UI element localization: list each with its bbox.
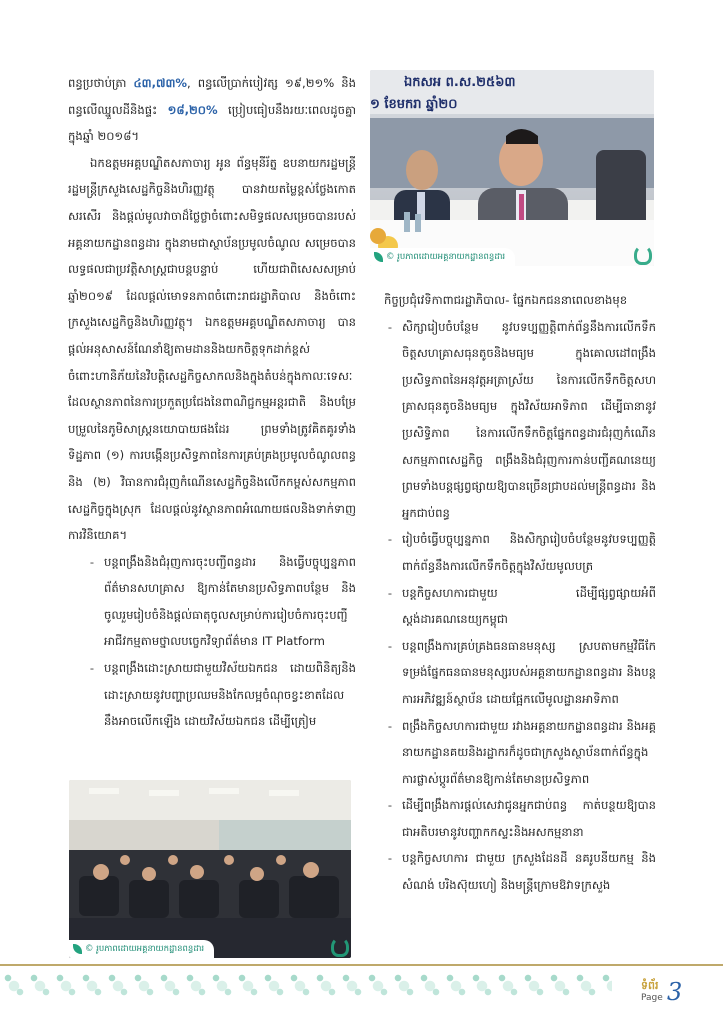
list-item-text: បន្តពង្រឹងដោះស្រាយជាមួយវិស័យឯកជន ដោយពិនិត្យនិងដោះស្រាយនូវបញ្ហាប្រឈមនិងកែលម្អចំណុចខ្វះខាតដែលនឹងអាចលើកឡើង ដោយវិស័យឯកជន ដើម្បីត្រៀម: [104, 661, 356, 729]
list-item: [384, 845, 656, 898]
photo-caption: [69, 940, 214, 958]
list-item: [384, 526, 656, 579]
dash-bullet-icon: -: [89, 661, 95, 676]
list-item: [86, 549, 356, 655]
page-label: Page: [641, 993, 663, 1003]
list-item-text: សិក្សារៀបចំបន្ថែម នូវបទប្បញ្ញត្តិពាក់ព័ន្ធនឹងការលើកទឹកចិត្តសហគ្រាសធុនតូចនិងមធ្យម ក្នុងគោលដៅពង្រឹងប្រសិទ្ធភាពនៃអនុវត្តអត្រាស្រ័យ នៃការលើកទឹកចិត្តសហគ្រាសធុនតូចនិងមធ្យម ក្នុងវិស័យអាទិភាព ដើម្បីធានានូវប្រសិទ្ធិភាព នៃការលើកទឹកចិត្តផ្នែកពន្ធដារជំរុញកំណើនសកម្មភាពសេដ្ឋកិច្ច ពង្រឹងនិងជំរុញការកាន់បញ្ជីគណនេយ្យ ព្រមទាំងបន្តផ្សព្វផ្សាយឱ្យបានច្រើនជ្រាបដល់មន្ត្រីពន្ធដារ និងអ្នកជាប់ពន្ធ: [402, 319, 656, 520]
intro-highlight-1: ៤៣,៧៣%: [133, 76, 188, 90]
list-item: [384, 580, 656, 633]
dash-bullet-icon: -: [387, 532, 393, 547]
dash-bullet-icon: -: [89, 554, 95, 569]
photo-caption: [370, 248, 515, 266]
right-bullet-list: [384, 314, 656, 899]
list-item-text: បន្តកិច្ចសហការជាមួយ ដើម្បីផ្សព្វផ្សាយអំពីស្តង់ដារគណនេយ្យកម្ពុជា: [402, 585, 656, 627]
list-item: [86, 655, 356, 735]
intro-text-2: , ពន្ធលើប្រាក់បៀវត្ស ១៩,២១% និងពន្ធលើឈ្នួលដីនិងផ្ទះ: [68, 76, 357, 117]
list-item-text: បន្តពង្រឹងការគ្រប់គ្រងធនធានមនុស្ស ស្របតាមកម្មវិធីកែទម្រង់ផ្នែកធនធានមនុស្សរបស់អគ្គនាយកដ្ឋានពន្ធដារ និងបន្តការអភិវឌ្ឍន៍ស្ថាប័ន ដោយផ្អែកលើមូលដ្ឋានអាទិភាព: [402, 638, 656, 706]
page-number: 3: [667, 978, 683, 1006]
dash-bullet-icon: -: [387, 798, 393, 813]
meeting-photo-top: [370, 70, 654, 266]
list-item: [384, 633, 656, 713]
banner-text-line-1: ឯកសអ ព.ស.២៥៦៣: [404, 75, 516, 90]
dash-bullet-icon: -: [387, 585, 393, 600]
photo-caption-text: © រូបភាពដោយអគ្គនាយកដ្ឋានពន្ធដារ: [85, 944, 205, 954]
intro-paragraph: [68, 70, 356, 150]
left-bullet-list: [68, 549, 356, 735]
conference-hall-photo: [69, 780, 351, 958]
list-item-text: ដើម្បីពង្រឹងការផ្តល់សេវាជូនអ្នកជាប់ពន្ធ កាត់បន្ថយឱ្យបានជាអតិបរមានូវបញ្ហាកកស្ទះនិងអសកម្មនានា: [402, 798, 656, 839]
dash-bullet-icon: -: [387, 718, 393, 733]
list-item: [384, 713, 656, 793]
leaf-icon: [73, 944, 82, 954]
dash-bullet-icon: -: [387, 638, 393, 653]
intro-text-3: ប្រៀបធៀបនឹងរយៈពេលដូចគ្នាក្នុងឆ្នាំ ២០១៨។: [68, 102, 356, 144]
dash-bullet-icon: -: [387, 319, 393, 334]
meeting-photo-top-image: [370, 70, 654, 266]
right-column: [384, 287, 656, 899]
banner-text-line-2: ១ ខែមករា ឆ្នាំ២០: [370, 97, 458, 112]
leaf-icon: [374, 252, 383, 262]
footer-divider: [0, 964, 723, 966]
left-column: [68, 70, 356, 735]
list-item-text: បន្តពង្រឹងនិងជំរុញការចុះបញ្ជីពន្ធដារ និងធ្វើបច្ចុប្បន្នភាពព័ត៌មានសហគ្រាស ឱ្យកាន់តែមានប្រសិទ្ធភាពបន្ថែម និង ចូលរួមរៀបចំនិងផ្តល់ធាតុចូលសម្រាប់ការរៀបចំការចុះបញ្ជីអាជីវកម្មតាមថ្នាលបច្ចេកវិទ្យាព័ត៌មាន IT Platform: [104, 554, 356, 649]
tax-department-logo-icon: [331, 937, 349, 957]
tax-department-logo-icon: [634, 245, 652, 265]
footer-ornament-band: [0, 968, 612, 1004]
list-item-text: រៀបចំធ្វើបច្ចុប្បន្នភាព និងសិក្សារៀបចំបន្ថែមនូវបទប្បញ្ញត្តិពាក់ព័ន្ធនឹងការលើកទឹកចិត្តក្នុងវិស័យមូលបត្រ: [402, 532, 656, 573]
list-item-text: បន្តកិច្ចសហការ ជាមួយ ក្រសួងដែនដី នគរូបនីយកម្ម និងសំណង់ បរិងស៊ុយ​ហៀ និងមន្ត្រីក្រោមឱវាទក្រសួង: [402, 851, 656, 893]
intro-highlight-2: ១៨,២០%: [167, 102, 218, 117]
list-item: [384, 792, 656, 845]
conference-hall-image: [69, 780, 351, 958]
photo-caption-text: © រូបភាពដោយអគ្គនាយកដ្ឋានពន្ធដារ: [386, 252, 506, 262]
right-lead-text: កិច្ចប្រជុំវេទិកាពាជរដ្ឋាភិបាល- ផ្នែកឯកជននាពេលខាងមុខ: [384, 293, 628, 307]
dash-bullet-icon: -: [387, 851, 393, 866]
list-item-text: ពង្រឹងកិច្ចសហការជាមួយ រវាងអគ្គនាយកដ្ឋានពន្ធដារ និងអគ្គនាយកដ្ឋានគយនិងរដ្ឋាករក៏ដូចជាក្រសួងស្ថាប័នពាក់ព័ន្ធក្នុងការផ្លាស់ប្តូរព័ត៌មានឱ្យកាន់តែមានប្រសិទ្ធភាព: [402, 718, 656, 786]
list-item: [384, 314, 656, 527]
main-paragraph: ឯកឧត្តមអគ្គបណ្ឌិតសភាចារ្យ អូន ព័ន្ធមុនីរ័ត្ន ឧបនាយករដ្ឋមន្ត្រី រដ្ឋមន្ត្រីក្រសួងសេដ្ឋកិច្ចនិងហិរញ្ញវត្ថុ បានវាយតម្លៃខ្ពស់ថ្លែងកោតសរសើរ និងផ្តល់មូលវាចាដ៏ថ្លៃថ្លាចំពោះសមិទ្ធផលសម្រេចបានរបស់អគ្គនាយកដ្ឋានពន្ធដារ ក្នុងនាមជាស្ថាប័នប្រមូលចំណូល សម្រេចបានលទ្ធផលជាប្រវត្តិសាស្ត្រជាបន្តបន្ទាប់ ហើយជាពិសេសសម្រាប់ឆ្នាំ២០១៩ ដែលផ្តល់មោទនភាពចំពោះរាជរដ្ឋាភិបាល និងចំពោះក្រសួងសេដ្ឋកិច្ចនិងហិរញ្ញវត្ថុ។ ឯកឧត្តមអគ្គបណ្ឌិតសភាចារ្យ បានផ្តល់អនុសាសន៍ណែនាំឱ្យតាមដាននិងយកចិត្តទុកដាក់ខ្ពស់ ចំពោះហានិភ័យនៃវិបត្តិសេដ្ឋកិច្ចសាកលនិងក្នុងតំបន់ក្នុងកាលៈទេសៈដែលស្ថានភាពនៃការប្រកួតប្រជែងនៃពាណិជ្ជកម្មអន្តរជាតិ និងបម្រែបម្រួលនៃភូមិសាស្ត្រនយោបាយផងដែរ ព្រមទាំងត្រូវគិតគូរទាំងទិដ្ឋភាព (១) ការបង្កើនប្រសិទ្ធភាពនៃការគ្រប់គ្រងប្រមូលចំណូលពន្ធ និង (២) វិធានការជំរុញកំណើនសេដ្ឋកិច្ចនិងលើកកម្ពស់សកម្មភាពសេដ្ឋកិច្ចក្នុងស្រុក ដែលផ្តល់នូវស្ថានភាពអំណោយផលនិងទាក់ទាញការវិនិយោគ។: [68, 155, 356, 543]
intro-text-1: ពន្ធប្រថាប់ត្រា: [68, 76, 134, 90]
page-label-khmer: ទំព័រ: [641, 979, 659, 992]
